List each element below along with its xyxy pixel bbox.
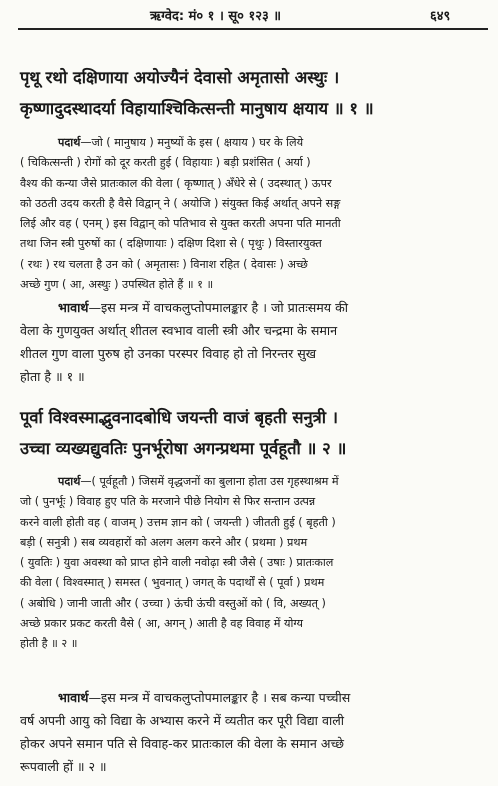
- bhavarth-label: भावार्थ: [58, 690, 89, 705]
- para-line: अच्छे प्रकार प्रकट करती वैसे ( आ, अगन् ) आती है वह विवाह में योग्य: [20, 617, 304, 631]
- para-line: बड़ी ( सनुत्री ) सब व्यवहारों को अलग अलग करने और ( प्रथमा ) प्रथम: [20, 535, 308, 549]
- verse-2-line-2: उच्चा व्यख्यद्युवतिः पुनर्भूरोषा अगन्प्रथमा पूर्वहूतौ ॥ २ ॥: [20, 439, 347, 458]
- padarth-label: पदार्थ: [58, 475, 81, 488]
- para-line: वेला के गुणयुक्त अर्थात् शीतल स्वभाव वाली स्त्री और चन्द्रमा के समान: [20, 323, 338, 338]
- bhavarth-2: [20, 686, 485, 778]
- para-line: ( अबोधि ) जानी जाती और ( उच्चा ) ऊंची ऊंची वस्तुओं को ( वि, अख्यत् ): [20, 596, 326, 610]
- verse-2-line-1: पूर्वा विश्वस्माद्भुवनादबोधि जयन्ती वाजं बृहती सनुत्री ।: [20, 408, 339, 427]
- padarth-label: पदार्थ: [58, 136, 81, 149]
- verse-1-line-2: कृष्णादुदस्थादर्या विहायाश्चिकित्सन्ती मानुषाय क्षयाय ॥ १ ॥: [20, 99, 374, 118]
- running-title: ऋग्वेद: मं० १ । सू० १२३ ॥: [150, 9, 282, 24]
- verse-1-line-1: पृथू रथो दक्षिणाया अयोज्यैनं देवासो अमृतासो अस्थुः ।: [20, 68, 340, 87]
- para-line: वैश्य की कन्या जैसे प्रातःकाल की वेला ( कृष्णात् ) अँधेरे से ( उदस्थात् ) ऊपर: [20, 176, 332, 190]
- para-line: तथा जिन स्त्री पुरुषों का ( दक्षिणायाः ) दक्षिण दिशा से ( पृथुः ) विस्तारयुक्त: [20, 237, 322, 251]
- page-number: ६४९: [430, 9, 451, 24]
- para-line: होता है ॥ १ ॥: [20, 369, 85, 384]
- page-header: [0, 2, 498, 26]
- para-line: पदार्थ—जो ( मानुषाय ) मनुष्यों के इस ( क्षयाय ) घर के लिये: [58, 136, 304, 149]
- para-line: ( चिकित्सन्ती ) रोगों को दूर करती हुई ( विहायाः ) बड़ी प्रशंसित ( अर्या ): [20, 156, 311, 170]
- para-line: शीतल गुण वाला पुरुष हो उनका परस्पर विवाह हो तो निरन्तर सुख: [20, 346, 317, 361]
- para-line: होती है ॥ २ ॥: [20, 637, 78, 651]
- para-line: भावार्थ—इस मन्त्र में वाचकलुप्तोपमालङ्कार है । सब कन्या पच्चीस: [58, 690, 351, 705]
- para-line: करने वाली होती वह ( वाजम् ) उत्तम ज्ञान को ( जयन्ती ) जीतती हुई ( बृहती ): [20, 515, 336, 529]
- padarth-1: [20, 133, 482, 295]
- para-line: ( युवतिः ) युवा अवस्था को प्राप्त होने वाली नवोढ़ा स्त्री जैसे ( उषाः ) प्रातःकाल: [20, 556, 334, 570]
- padarth-2: [20, 472, 482, 655]
- para-line: को उठती उदय करती है वैसे विद्वान् ने ( अयोजि ) संयुक्त किई अर्थात् अपने सङ्ग: [20, 196, 341, 210]
- bhavarth-label: भावार्थ: [58, 300, 89, 315]
- para-line: पदार्थ—( पूर्वहूतौ ) जिसमें वृद्धजनों का बुलाना होता उस गृहस्थाश्रम में: [58, 475, 339, 488]
- bhavarth-1: [20, 296, 485, 388]
- header-rule: [18, 28, 488, 30]
- para-line: की वेला ( विश्वस्मात् ) समस्त ( भुवनात् ) जगत् के पदार्थों से ( पूर्वा ) प्रथम: [20, 576, 325, 590]
- verse-2: [20, 402, 482, 464]
- para-line: होकर अपने समान पति से विवाह-कर प्रातःकाल की वेला के समान अच्छे: [20, 736, 344, 751]
- para-line: रूपवाली हों ॥ २ ॥: [20, 759, 107, 774]
- para-line: ( रथः ) रथ चलता है उन को ( अमृतासः ) विनाश रहित ( देवासः ) अच्छे: [20, 257, 308, 271]
- verse-1: [20, 62, 482, 124]
- para-line: लिई और वह ( एनम् ) इस विद्वान् को पतिभाव से युक्त करती अपना पति मानती: [20, 217, 341, 231]
- para-line: भावार्थ—इस मन्त्र में वाचकलुप्तोपमालङ्कार है । जो प्रातःसमय की: [58, 300, 349, 315]
- para-line: वर्ष अपनी आयु को विद्या के अभ्यास करने में व्यतीत कर पूरी विद्या वाली: [20, 713, 345, 728]
- para-line: जो ( पुनर्भूः ) विवाह हुए पति के मरजाने पीछे नियोग से फिर सन्तान उत्पन्न: [20, 495, 316, 509]
- para-line: अच्छे गुण ( आ, अस्थुः ) उपस्थित होते हैं ॥ १ ॥: [20, 278, 214, 292]
